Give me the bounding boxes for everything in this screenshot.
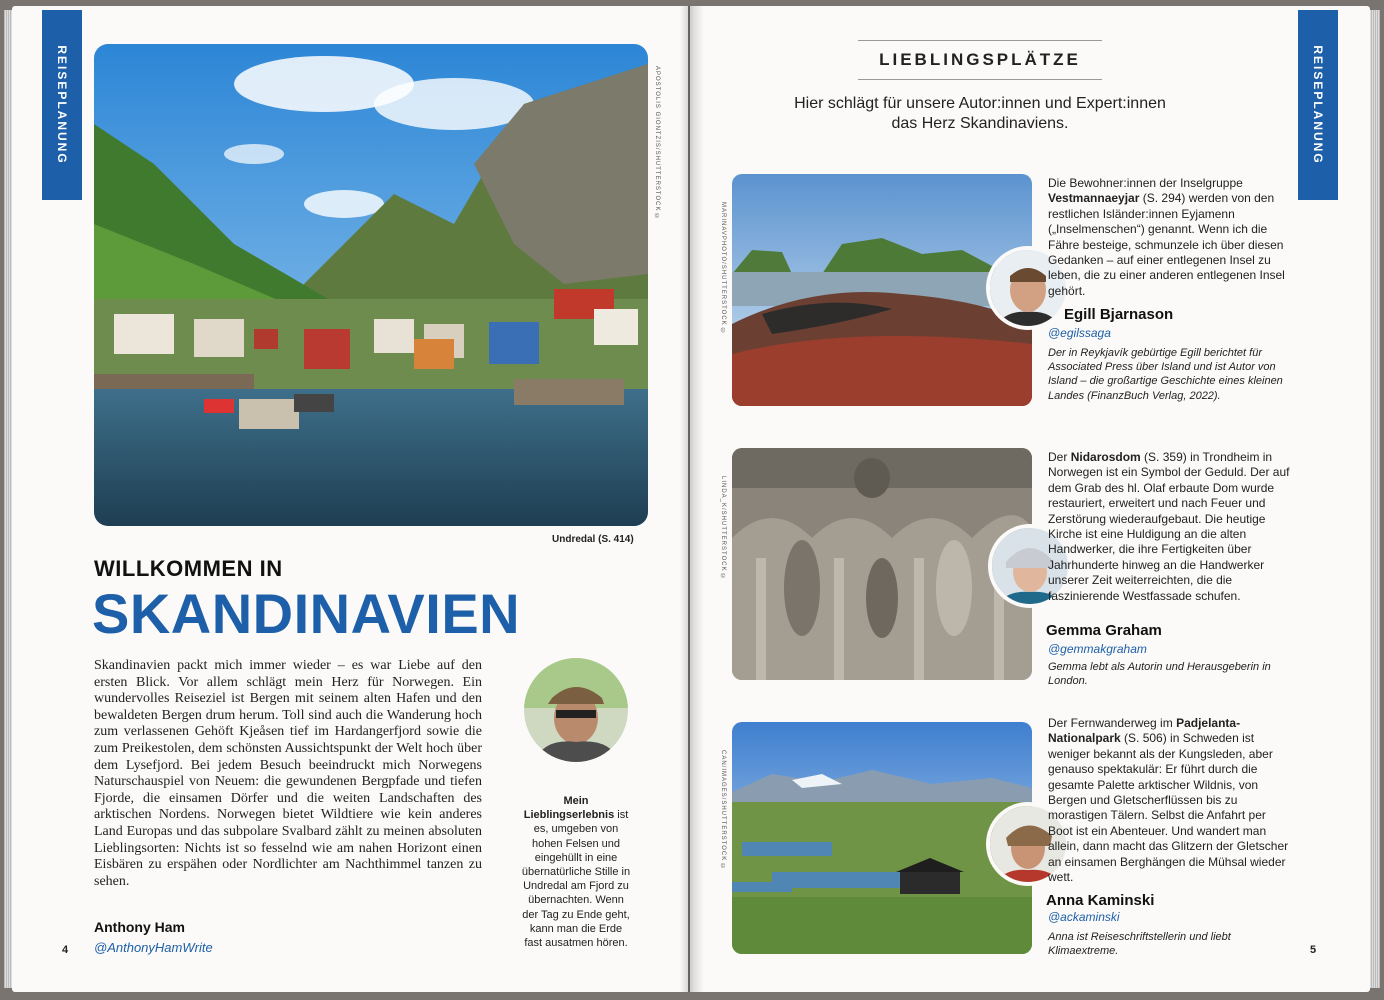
hero-photo-credit: APOSTOLIS GIONTZIS/SHUTTERSTOCK ©: [654, 66, 660, 222]
subheading-line-2: das Herz Skandinaviens.: [891, 115, 1069, 132]
photo-credit-1: MARINAVPHOTO/SHUTTERSTOCK ©: [720, 202, 726, 336]
section-subheading: [760, 94, 1200, 134]
subheading-line-1: Hier schlägt für unsere Autor:innen und Expert:innen: [794, 95, 1166, 112]
hero-photo-undredal: [94, 44, 648, 526]
side-tab-right: [1298, 10, 1338, 200]
photo-credit-3: CAN/IMAGES/SHUTTERSTOCK ©: [720, 750, 726, 871]
entry-text-3-post: (S. 506) in Schweden ist weniger bekannt als der Kungsleden, aber genauso spektakulär: Er führt durch die gesamte Palette arktischer Wildnis, von Bergen und Gletscherflüssen bis zu morastigen Tälern. Selbst die Anfahrt per Boot ist ein Abenteuer. Und wandert man allein, dann macht das Glitzern der Gletscher an einsamen Berghängen die Mühsal wieder wett.: [1048, 731, 1289, 885]
entry-text-3-pre: Der Fernwanderweg im: [1048, 716, 1173, 730]
book-spine-shadow: [680, 6, 704, 992]
intro-text: Skandinavien packt mich immer wieder – es war Liebe auf den ersten Blick. Vor allem schlägt mein Herz für Norwegen. Ein wundervolles Reiseziel ist Bergen mit seinem alten Hafen und den bewaldeten Bergen drum herum. Toll sind auch die Wanderung hoch zum verlassenen Gehöft Kjeåsen tief im Hardangerfjord sowie die zum Preikestolen, dem schönsten Aussichtspunkt der Welt hoch über dem Lysefjord. Bei jedem Besuch beeindruckt mich Norwegens Naturschauspiel von Neuem: die gewundenen Bergpfade und tiefen Fjorde, die einsamen Dörfer und die weiten Landschaften des arktischen Nordens. Norwegen bietet Wildtiere wie kein anderes Land Europas und das subpolare Svalbard zählt zu meinen absoluten Lieblingsorten: Nichts ist so fesselnd wie am nahen Horizont einen Eisbären zu erspähen oder Nordlichter am Nachthimmel tanzen zu sehen.: [94, 658, 482, 889]
entry-place-2: Nidarosdom: [1070, 450, 1141, 464]
side-tab-label: REISEPLANUNG: [55, 45, 69, 165]
author-portrait: [524, 658, 628, 762]
page-number-left: 4: [62, 944, 69, 956]
entry-place-1: Vestmannaeyjar: [1048, 191, 1140, 206]
kicker-heading: WILLKOMMEN IN: [94, 556, 283, 581]
author-name: Anthony Ham: [94, 919, 185, 935]
hero-caption: Undredal (S. 414): [552, 534, 634, 545]
page-edge-left: [4, 10, 12, 988]
entry-text-2-post: (S. 359) in Trondheim in Norwegen ist ein Symbol der Geduld. Der auf dem Grab des hl. Olaf erbaute Dom wurde restauriert, erweitert und nach Feuer und Zerstörung wiederaufgebaut. Die heutige Kirche ist eine Huldigung an die alten Handwerker, die ihre Fertigkeiten über Jahrhunderte hinweg an die Handwerker unserer Zeit weiterreichten, die die faszinierende Westfassade schufen.: [1048, 450, 1290, 603]
favorite-box: [520, 794, 632, 950]
side-tab-left: [42, 10, 82, 200]
person-handle-2[interactable]: @gemmakgraham: [1048, 642, 1147, 656]
entry-text-1-pre: Die Bewohner:innen der Inselgruppe: [1048, 176, 1243, 190]
photo-credit-2: LINDA_K/SHUTTERSTOCK ©: [720, 476, 726, 582]
page-title: SKANDINAVIEN: [92, 582, 521, 645]
entry-text-1-post: (S. 294) werden von den restlichen Isländer:innen Eyjamenn („Inselmenschen“) genannt. Wenn ich die Fähre besteige, schmunzele ich über diesen Gedanken – auf einer entlegenen Insel zu leben, die zu einer anderen entlegenen Insel gehört.: [1048, 191, 1285, 298]
person-handle-1[interactable]: @egilssaga: [1048, 326, 1111, 340]
photo-nidarosdom: [732, 448, 1032, 680]
person-bio-3: Anna ist Reiseschriftstellerin und liebt Klimaextreme.: [1048, 931, 1231, 958]
entry-text-3: [1048, 716, 1292, 885]
side-tab-label: REISEPLANUNG: [1311, 45, 1325, 165]
entry-text-2-pre: Der: [1048, 450, 1068, 464]
page-edge-right: [1370, 10, 1380, 988]
person-bio-2: Gemma lebt als Autorin und Herausgeberin in London.: [1048, 661, 1271, 688]
page-number-right: 5: [1310, 944, 1317, 956]
favorite-text: ist es, umgeben von hohen Felsen und eingehüllt in eine übernatürliche Stille in Undredal am Fjord zu übernachten. Wenn der Tag zu Ende geht, kann man die Erde fast ausatmen hören.: [521, 809, 631, 950]
section-heading: LIEBLINGSPLÄTZE: [858, 40, 1102, 80]
entry-text-2: [1048, 450, 1292, 604]
left-page: [12, 6, 688, 992]
person-name-2: Gemma Graham: [1046, 622, 1162, 639]
right-page: [690, 6, 1370, 992]
favorite-title: Mein Lieblingserlebnis: [523, 795, 615, 822]
person-bio-1: Der in Reykjavík gebürtige Egill berichtet für Associated Press über Island und ist Autor von Island – die großartige Geschichte eines kleinen Landes (FinanzBuch Verlag, 2022).: [1048, 347, 1283, 402]
person-handle-3[interactable]: @ackaminski: [1048, 910, 1120, 924]
person-name-3: Anna Kaminski: [1046, 892, 1155, 909]
person-name-1: Egill Bjarnason: [1064, 306, 1174, 323]
entry-place-3: Padjelanta-Nationalpark: [1048, 716, 1241, 746]
author-handle[interactable]: @AnthonyHamWrite: [94, 940, 213, 955]
entry-text-1: [1048, 176, 1292, 299]
